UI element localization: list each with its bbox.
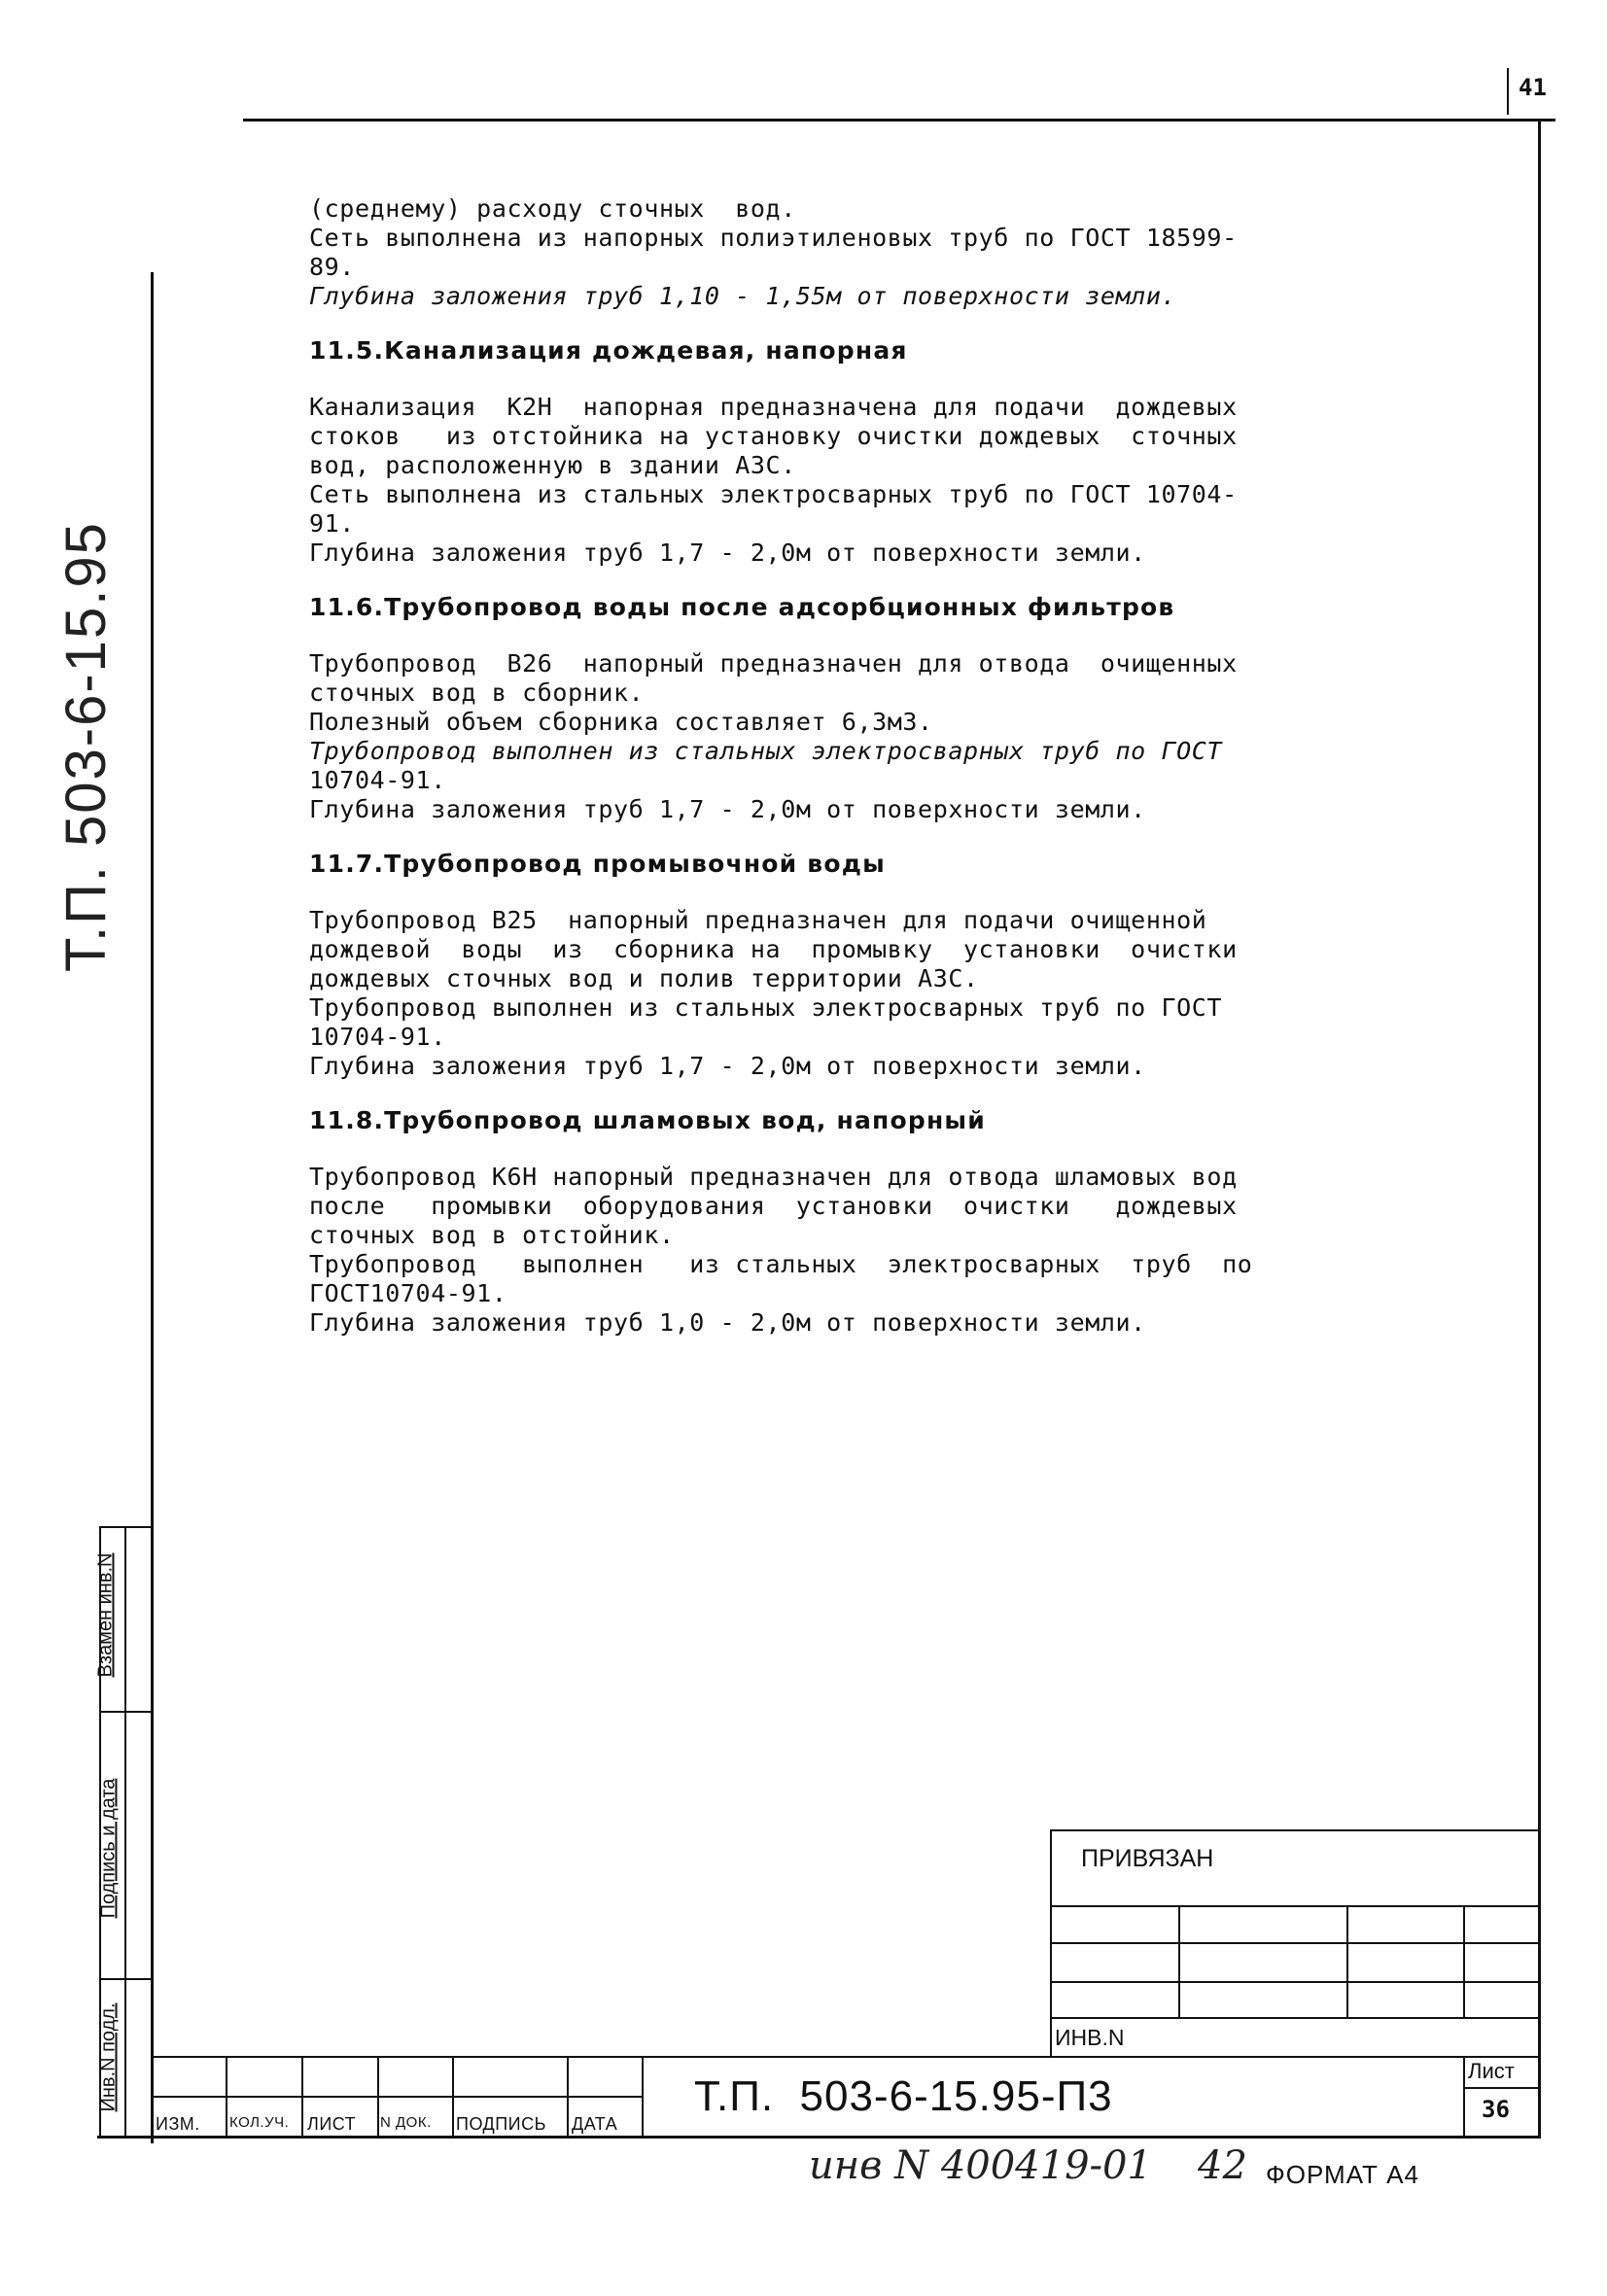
section-line: после промывки оборудования установки очистки дождевых <box>309 1192 1238 1220</box>
section-heading: 11.5.Канализация дождевая, напорная <box>309 336 908 365</box>
intro-line: (среднему) расходу сточных вод. <box>309 194 796 223</box>
side-label-inv: Инв.N подл. <box>97 2002 120 2112</box>
side-label-replace: Взамен инв.N <box>94 1552 117 1678</box>
side-document-code: Т.П. 503-6-15.95 <box>54 521 118 972</box>
col-podpis: ПОДПИСЬ <box>456 2114 546 2134</box>
section-line: Трубопровод выполнен из стальных электросварных труб по ГОСТ <box>309 993 1223 1022</box>
section-line: Глубина заложения труб 1,7 - 2,0м от поверхности земли. <box>309 795 1146 823</box>
intro-line: 89. <box>309 253 355 281</box>
section-line: ГОСТ10704-91. <box>309 1279 507 1307</box>
format-label: ФОРМАТ А4 <box>1266 2160 1419 2189</box>
section-line: Трубопровод выполнен из стальных электросварных труб по <box>309 1250 1253 1278</box>
frame-left-line <box>151 272 154 2143</box>
section-line: дождевой воды из сборника на промывку установки очистки <box>309 935 1238 963</box>
section-heading: 11.7.Трубопровод промывочной воды <box>309 850 886 878</box>
section-line: 91. <box>309 509 355 538</box>
document-body <box>309 194 1476 1338</box>
col-data: ДАТА <box>572 2114 618 2134</box>
side-strip-inner <box>124 1526 126 2137</box>
section-line: Глубина заложения труб 1,7 - 2,0м от поверхности земли. <box>309 1052 1146 1080</box>
intro-line: Сеть выполнена из напорных полиэтиленовых труб по ГОСТ 18599- <box>309 224 1238 252</box>
section-line: сточных вод в сборник. <box>309 678 645 707</box>
section-line: 10704-91. <box>309 766 446 794</box>
section-line: Глубина заложения труб 1,7 - 2,0м от поверхности земли. <box>309 539 1146 567</box>
inv-n-label: ИНВ.N <box>1055 2025 1125 2050</box>
privyazan-label: ПРИВЯЗАН <box>1081 1845 1214 1872</box>
frame-top-line <box>243 119 1555 122</box>
page-number: 41 <box>1519 74 1547 101</box>
section-line: стоков из отстойника на установку очистки дождевых сточных <box>309 422 1238 450</box>
col-kol-uch: КОЛ.УЧ. <box>229 2114 290 2131</box>
section-line: Трубопровод выполнен из стальных электросварных труб по ГОСТ <box>309 737 1223 765</box>
section-line: Глубина заложения труб 1,0 - 2,0м от поверхности земли. <box>309 1308 1146 1337</box>
section-heading: 11.8.Трубопровод шламовых вод, напорный <box>309 1106 986 1134</box>
section-line: сточных вод в отстойник. <box>309 1221 675 1249</box>
frame-bottom-line <box>97 2136 1541 2139</box>
handwritten-number: 42 <box>1198 2143 1247 2188</box>
frame-right-line <box>1538 119 1541 2136</box>
section-line: Сеть выполнена из стальных электросварных труб по ГОСТ 10704- <box>309 480 1238 508</box>
section-line: Канализация К2Н напорная предназначена для подачи дождевых <box>309 393 1238 421</box>
section-line: Трубопровод В26 напорный предназначен для отвода очищенных <box>309 649 1238 678</box>
document-code: Т.П. 503-6-15.95-П3 <box>694 2072 1113 2120</box>
side-label-sign-date: Подпись и дата <box>97 1778 120 1919</box>
section-line: дождевых сточных вод и полив территории АЗС. <box>309 964 979 992</box>
section-line: Трубопровод В25 напорный предназначен для подачи очищенной <box>309 906 1207 934</box>
section-line: 10704-91. <box>309 1023 446 1051</box>
section-line: Полезный объем сборника составляет 6,3м3. <box>309 708 933 736</box>
col-n-dok: N ДОК. <box>380 2114 432 2131</box>
sheet-number: 36 <box>1482 2096 1510 2123</box>
handwritten-inventory: инв N 400419-01 <box>809 2143 1152 2188</box>
col-izm: ИЗМ. <box>156 2114 200 2134</box>
sheet-label: Лист <box>1468 2059 1515 2083</box>
col-list: ЛИСТ <box>307 2114 357 2134</box>
intro-line: Глубина заложения труб 1,10 - 1,55м от поверхности земли. <box>309 282 1177 310</box>
section-line: вод, расположенную в здании АЗС. <box>309 451 796 479</box>
section-heading: 11.6.Трубопровод воды после адсорбционных фильтров <box>309 593 1175 621</box>
section-line: Трубопровод К6Н напорный предназначен для отвода шламовых вод <box>309 1163 1238 1191</box>
page-number-divider <box>1507 68 1509 115</box>
